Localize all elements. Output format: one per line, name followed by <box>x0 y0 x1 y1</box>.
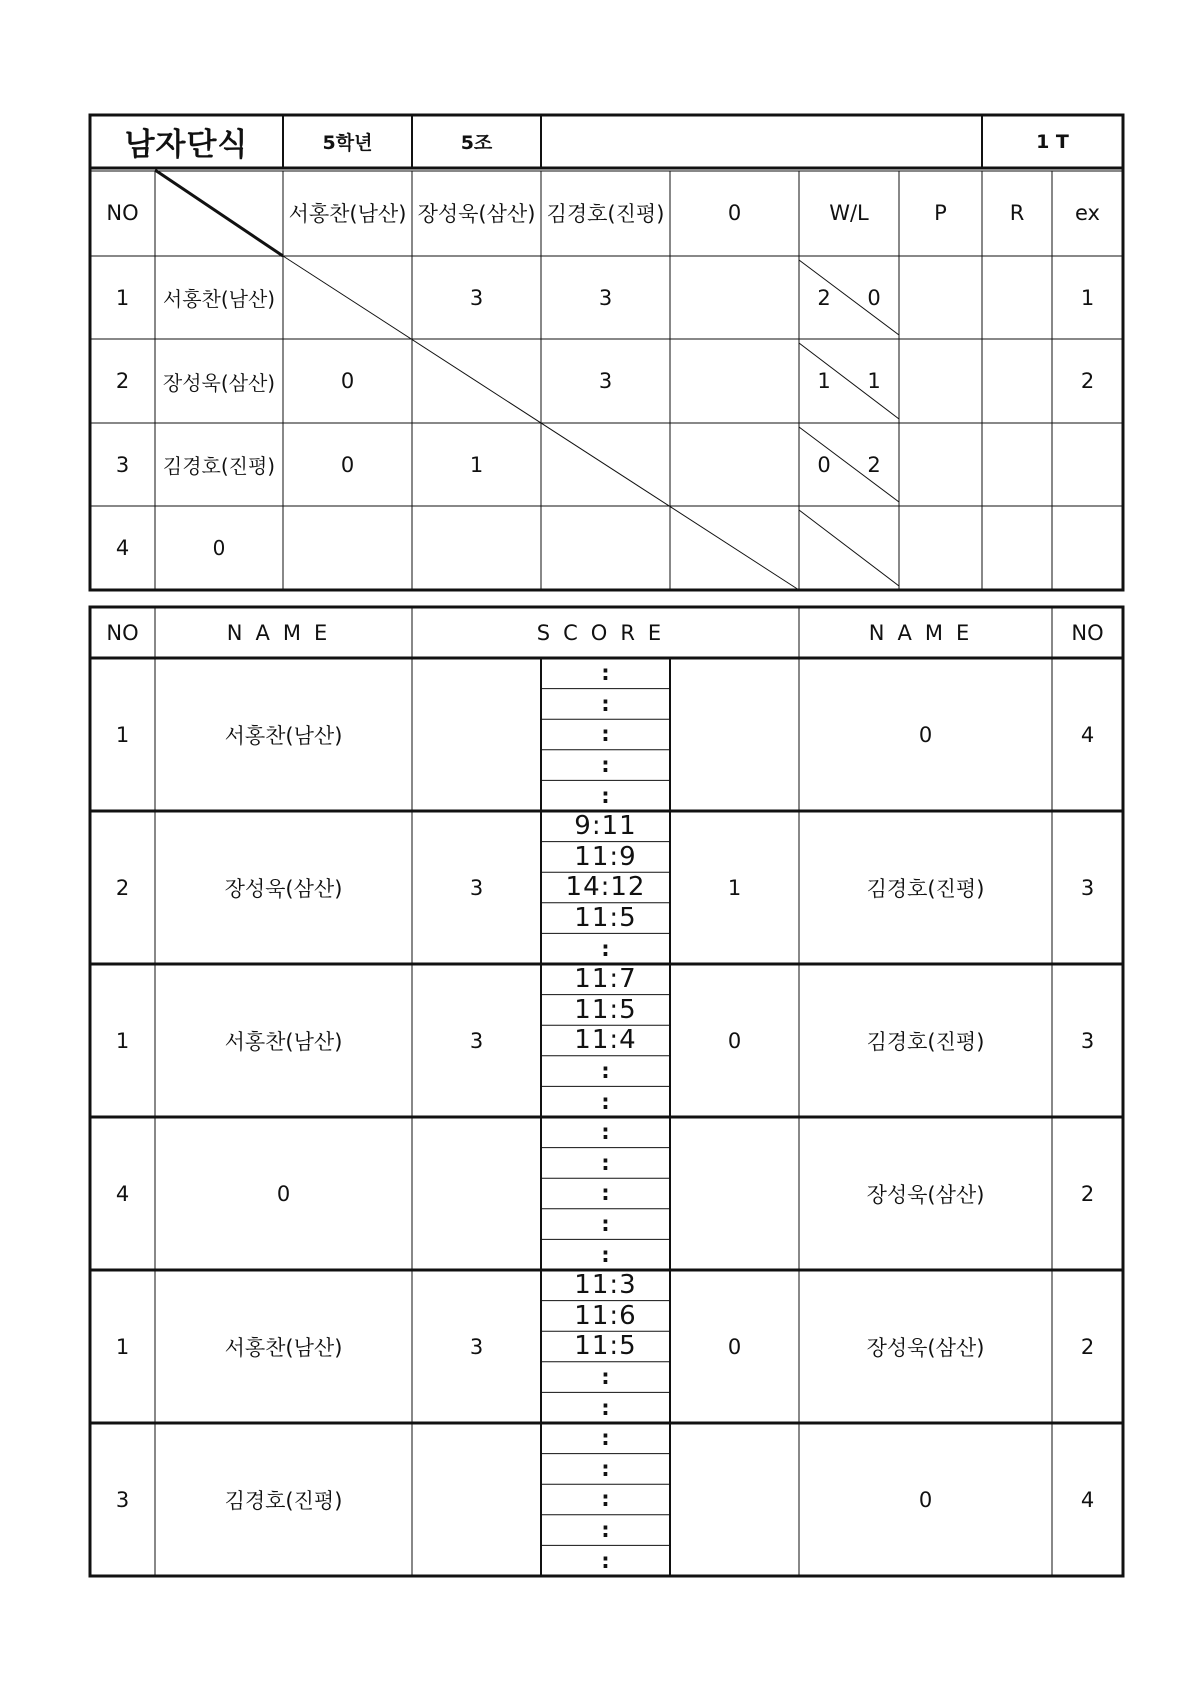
ex-header: ex <box>1075 201 1100 225</box>
match-no-left: 3 <box>115 1487 130 1512</box>
set-score: 11:3 <box>574 1270 637 1301</box>
match-score-right: 0 <box>727 1334 742 1359</box>
rank-value <box>982 339 1052 423</box>
set-score: : <box>601 753 610 778</box>
set-score: : <box>601 1181 610 1206</box>
set-score: : <box>601 1548 610 1573</box>
match-score-left <box>412 658 541 811</box>
match-name-right: 김경호(진평) <box>866 1029 985 1054</box>
set-score: : <box>601 1518 610 1543</box>
match-name-right: 0 <box>918 722 933 747</box>
match-score-right: 1 <box>727 875 742 900</box>
match-name-right: 0 <box>918 1487 933 1512</box>
losses-value: 2 <box>867 452 881 477</box>
set-score: : <box>601 783 610 808</box>
set-score: 11:9 <box>574 841 637 872</box>
set-score: 11:7 <box>574 964 637 995</box>
set-score: 11:5 <box>574 994 637 1025</box>
set-score: : <box>601 1395 610 1420</box>
league-result-cell <box>412 506 541 590</box>
match-no-left: 2 <box>115 875 130 900</box>
league-result-cell <box>283 256 412 339</box>
ex-value <box>1052 506 1123 590</box>
league-no-header: NO <box>106 201 139 225</box>
match-no-right: 3 <box>1080 875 1095 900</box>
set-score: 9:11 <box>574 811 637 842</box>
match-score-left: 3 <box>469 1028 484 1053</box>
league-result-cell: 0 <box>340 369 355 393</box>
match-score-left: 3 <box>469 1334 484 1359</box>
league-row-name: 0 <box>212 536 226 560</box>
header-blank <box>541 115 982 168</box>
table-number: 1 T <box>1036 130 1069 153</box>
right-no-header: NO <box>1071 620 1104 645</box>
league-result-cell <box>670 506 799 590</box>
points-value <box>899 423 982 506</box>
match-score-right <box>670 658 799 811</box>
losses-value: 0 <box>867 285 881 310</box>
match-name-right: 장성욱(삼산) <box>866 1182 985 1207</box>
league-result-cell: 3 <box>469 285 484 310</box>
set-score: : <box>601 1089 610 1114</box>
set-score: : <box>601 1212 610 1237</box>
match-score-left: 3 <box>469 875 484 900</box>
rank-value <box>982 423 1052 506</box>
points-value <box>899 506 982 590</box>
league-result-cell: 1 <box>469 452 484 477</box>
match-no-right: 4 <box>1080 1487 1095 1512</box>
set-score: : <box>601 1456 610 1481</box>
league-col-player: 장성욱(삼산) <box>417 202 536 226</box>
losses-value <box>849 506 899 590</box>
match-score-right <box>670 1423 799 1576</box>
league-col-player: 서홍찬(남산) <box>288 202 407 226</box>
score-header: SCORE <box>536 620 675 645</box>
r-header: R <box>1009 201 1025 225</box>
match-name-left: 서홍찬(남산) <box>224 723 343 748</box>
ex-value: 1 <box>1080 285 1095 310</box>
match-score-right: 0 <box>727 1028 742 1053</box>
match-name-left: 0 <box>276 1181 291 1206</box>
set-score: 11:6 <box>574 1300 637 1331</box>
league-result-cell <box>670 256 799 339</box>
league-result-cell <box>670 339 799 423</box>
match-score-left <box>412 1117 541 1270</box>
points-value <box>899 256 982 339</box>
set-score: : <box>601 1487 610 1512</box>
match-no-right: 2 <box>1080 1181 1095 1206</box>
match-name-left: 장성욱(삼산) <box>224 876 343 901</box>
league-col-player: 김경호(진평) <box>546 202 665 226</box>
set-score: : <box>601 936 610 961</box>
league-col-player: 0 <box>727 201 742 225</box>
ex-value: 2 <box>1080 369 1095 393</box>
set-score: : <box>601 722 610 747</box>
ex-value <box>1052 423 1123 506</box>
match-no-left: 4 <box>115 1181 130 1206</box>
header-slash <box>155 170 283 256</box>
rank-value <box>982 256 1052 339</box>
league-row-name: 김경호(진평) <box>162 454 276 478</box>
set-score: 11:4 <box>574 1025 637 1056</box>
league-result-cell <box>541 423 670 506</box>
right-name-header: NAME <box>868 620 983 645</box>
wins-value: 0 <box>817 452 831 477</box>
league-row-no: 4 <box>115 536 130 560</box>
set-score: : <box>601 1426 610 1451</box>
set-score: 14:12 <box>565 872 646 903</box>
league-result-cell: 3 <box>598 285 613 310</box>
rank-value <box>982 506 1052 590</box>
league-result-cell <box>670 423 799 506</box>
league-row-no: 3 <box>115 452 130 477</box>
match-no-right: 2 <box>1080 1334 1095 1359</box>
league-row-no: 2 <box>115 369 130 393</box>
set-score: : <box>601 1365 610 1390</box>
wins-value: 1 <box>817 369 831 393</box>
wins-value: 2 <box>817 285 831 310</box>
league-row-name: 서홍찬(남산) <box>162 287 276 311</box>
match-name-left: 서홍찬(남산) <box>224 1029 343 1054</box>
league-result-cell <box>412 339 541 423</box>
league-result-cell <box>541 506 670 590</box>
match-name-left: 김경호(진평) <box>224 1488 343 1513</box>
match-score-left <box>412 1423 541 1576</box>
league-row-no: 1 <box>115 285 130 310</box>
league-row-name: 장성욱(삼산) <box>162 370 276 395</box>
match-no-right: 3 <box>1080 1028 1095 1053</box>
wl-header: W/L <box>829 201 869 225</box>
league-result-cell: 3 <box>598 369 613 393</box>
set-score: : <box>601 661 610 686</box>
points-value <box>899 339 982 423</box>
match-no-left: 1 <box>115 1334 130 1359</box>
match-no-left: 1 <box>115 722 130 747</box>
set-score: : <box>601 1059 610 1084</box>
league-result-cell: 0 <box>340 452 355 477</box>
left-no-header: NO <box>106 620 139 645</box>
match-name-right: 장성욱(삼산) <box>866 1335 985 1360</box>
league-result-cell <box>283 506 412 590</box>
set-score: : <box>601 1242 610 1267</box>
match-no-right: 4 <box>1080 722 1095 747</box>
left-name-header: NAME <box>226 620 341 645</box>
set-score: : <box>601 1150 610 1175</box>
match-name-left: 서홍찬(남산) <box>224 1335 343 1360</box>
losses-value: 1 <box>867 369 881 393</box>
match-name-right: 김경호(진평) <box>866 876 985 901</box>
set-score: : <box>601 1120 610 1145</box>
grade-label: 5학년 <box>322 132 373 154</box>
match-score-right <box>670 1117 799 1270</box>
match-no-left: 1 <box>115 1028 130 1053</box>
group-label: 5조 <box>460 132 493 154</box>
set-score: 11:5 <box>574 903 637 934</box>
wins-value <box>799 506 849 590</box>
p-header: P <box>934 201 947 225</box>
event-title: 남자단식 <box>124 127 249 163</box>
set-score: : <box>601 691 610 716</box>
set-score: 11:5 <box>574 1331 637 1362</box>
